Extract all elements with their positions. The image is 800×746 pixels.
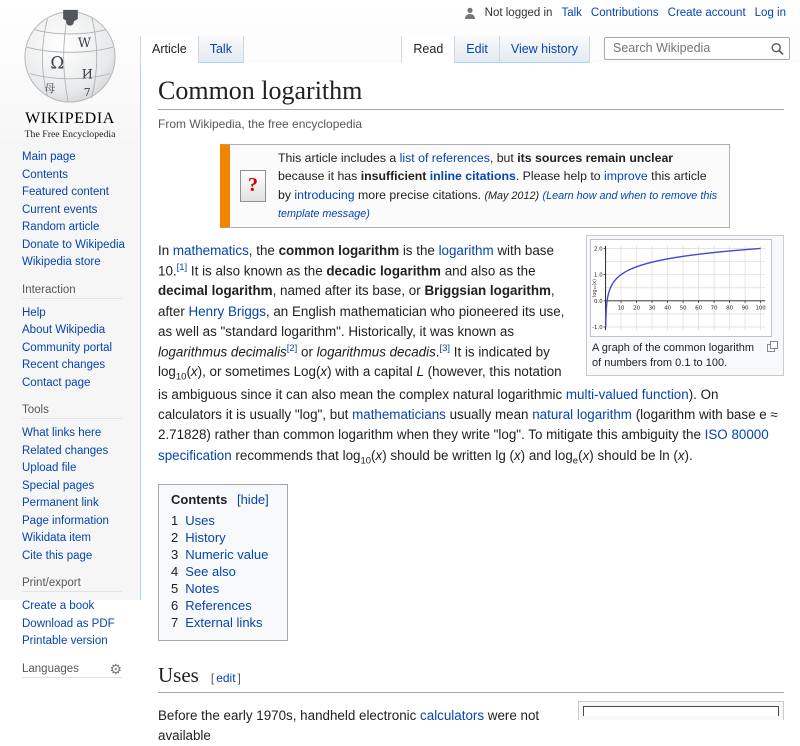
tab-article[interactable]: Article (140, 36, 199, 63)
toc-item (171, 614, 269, 631)
svg-text:40: 40 (664, 305, 672, 312)
text-span: x (190, 364, 198, 380)
sidebar-item (22, 547, 140, 565)
tab-read[interactable]: Read (401, 36, 455, 63)
tab-view-history[interactable]: View history (500, 36, 590, 63)
inline-link[interactable]: logarithm (438, 242, 494, 258)
sidebar-link-upload-file[interactable]: Upload file (22, 462, 77, 474)
text-span: x (677, 447, 685, 463)
sidebar-item (22, 253, 140, 271)
text-span: logarithmus decimalis (158, 344, 287, 360)
log-graph-image (590, 239, 772, 337)
toc-title-row (171, 492, 269, 507)
sidebar-link-wikidata-item[interactable]: Wikidata item (22, 532, 92, 544)
sidebar-link-special-pages[interactable]: Special pages (22, 479, 95, 492)
tab-edit[interactable]: Edit (455, 36, 500, 63)
namespace-tabs (140, 36, 244, 63)
sidebar-link-related-changes[interactable]: Related changes (22, 444, 109, 457)
sidebar-item (22, 512, 140, 530)
toc-number: 7 (171, 614, 179, 630)
graph-thumbnail[interactable] (586, 235, 784, 377)
tab-bar (140, 36, 800, 63)
uses-thumbnail-cutoff (578, 701, 784, 720)
text-span: Briggsian logarithm (424, 283, 551, 299)
sidebar-item (22, 148, 140, 166)
sidebar-link-download-as-pdf[interactable]: Download as PDF (22, 617, 115, 630)
sidebar-item (22, 166, 140, 184)
personal-link-log-in[interactable]: Log in (754, 7, 786, 19)
svg-text:60: 60 (695, 305, 703, 312)
text-span: logarithmus decadis (316, 344, 436, 360)
svg-text:20: 20 (633, 305, 640, 312)
ambox-refimprove (220, 144, 730, 228)
inline-link[interactable]: natural logarithm (532, 407, 632, 423)
portal-heading: Interaction (22, 283, 76, 296)
toc-item (171, 563, 269, 580)
toc-link-see-also[interactable]: See also (185, 563, 236, 579)
ambox-text: This article includes a list of references, but its sources remain unclear because it has insufficient inline citations. Please help to improve this article by introducing more precise citations. (May 2012) (Learn how and when to remove this template message) (278, 151, 718, 221)
sidebar-item (22, 201, 140, 219)
sidebar-item (22, 477, 140, 495)
inline-link[interactable]: improve (604, 169, 648, 184)
text-span: insufficient (360, 169, 430, 184)
sidebar-link-page-information[interactable]: Page information (22, 514, 109, 527)
toc-hide-link[interactable]: [hide] (236, 491, 269, 507)
toc-link-references[interactable]: References (185, 597, 252, 613)
table-of-contents (158, 484, 288, 641)
sidebar-link-printable-version[interactable]: Printable version (22, 635, 108, 647)
sidebar-item (22, 374, 140, 392)
toc-link-numeric-value[interactable]: Numeric value (185, 546, 269, 562)
sidebar-link-about-wikipedia[interactable]: About Wikipedia (22, 324, 106, 336)
personal-link-create-account[interactable]: Create account (667, 7, 746, 19)
svg-text:log₁₀(x): log₁₀(x) (591, 278, 598, 297)
toc-item (171, 546, 269, 563)
toc-link-notes[interactable]: Notes (185, 580, 220, 596)
sidebar-link-wikipedia-store[interactable]: Wikipedia store (22, 256, 101, 268)
svg-text:2.0: 2.0 (594, 246, 603, 253)
inline-link[interactable]: [2] (286, 342, 298, 354)
toc-item (171, 529, 269, 546)
page-title: Common logarithm (158, 76, 784, 110)
text-span: x (582, 447, 590, 463)
sidebar-link-contact-page[interactable]: Contact page (22, 376, 91, 389)
sidebar-link-permanent-link[interactable]: Permanent link (22, 497, 99, 509)
toc-item (171, 597, 269, 614)
enlarge-icon[interactable] (767, 341, 778, 357)
text-span: (May 2012) (484, 189, 540, 202)
inline-link[interactable]: multi-valued function (565, 387, 689, 403)
tab-talk[interactable]: Talk (199, 36, 244, 63)
search-box (604, 37, 790, 60)
toc-number: 5 (171, 580, 179, 596)
question-mark-icon (240, 170, 266, 202)
languages-settings-gear-icon[interactable]: ⚙ (109, 660, 122, 677)
text-span: e (572, 455, 579, 467)
sidebar-portal-interaction (22, 284, 140, 392)
header (140, 0, 800, 64)
view-tabs-and-search (401, 36, 790, 63)
text-span: 10 (360, 455, 372, 467)
svg-text:70: 70 (710, 305, 718, 312)
edit-bracket-close: ] (237, 670, 241, 685)
personal-link-talk[interactable]: Talk (561, 7, 582, 19)
sidebar-link-featured-content[interactable]: Featured content (22, 186, 109, 198)
sidebar-portal-main (22, 148, 140, 271)
sidebar-item (22, 442, 140, 460)
svg-text:50: 50 (679, 305, 687, 312)
sidebar-link-main-page[interactable]: Main page (22, 151, 76, 163)
logo-wordmark: WIKIPEDIA (25, 110, 115, 127)
section-title-uses: Uses (158, 662, 199, 687)
sidebar-item (22, 459, 140, 477)
svg-text:0.0: 0.0 (594, 298, 603, 305)
sidebar-item (22, 321, 140, 339)
inline-link[interactable]: calculators (420, 707, 485, 723)
toc-item (171, 512, 269, 529)
sidebar-item (22, 615, 140, 633)
sidebar-portal-languages (22, 660, 140, 678)
sidebar-item (22, 424, 140, 442)
user-icon (464, 7, 476, 19)
toc-link-history[interactable]: History (185, 529, 226, 545)
inline-link[interactable]: (Learn how and when to remove this template message) (278, 189, 718, 221)
inline-link[interactable]: [3] (439, 342, 451, 354)
svg-text:30: 30 (648, 305, 656, 312)
toc-link-uses[interactable]: Uses (185, 512, 215, 528)
toc-number: 3 (171, 546, 179, 562)
toc-number: 4 (171, 563, 179, 579)
portal-heading: Languages (22, 662, 79, 675)
search-input[interactable] (604, 37, 790, 60)
personal-links (561, 7, 786, 19)
edit-section-link[interactable]: edit (216, 670, 236, 685)
sidebar-item (22, 304, 140, 322)
svg-text:-1.0: -1.0 (592, 324, 603, 331)
sidebar-link-recent-changes[interactable]: Recent changes (22, 359, 106, 371)
portal-heading: Print/export (22, 577, 81, 589)
thumbnail-caption-row (590, 337, 780, 373)
edit-bracket-open: [ (210, 670, 215, 685)
inline-link[interactable]: Henry Briggs (188, 303, 266, 319)
sidebar-portal-print-export (22, 577, 140, 650)
sidebar-link-cite-this-page[interactable]: Cite this page (22, 549, 93, 562)
sidebar (0, 0, 140, 677)
sidebar-item (22, 356, 140, 374)
toc-item (171, 580, 269, 597)
thumbnail-caption: A graph of the common logarithm of numbers from 0.1 to 100. (592, 341, 755, 369)
svg-text:И: И (81, 67, 93, 83)
question-glyph: ? (248, 174, 258, 197)
sidebar-link-community-portal[interactable]: Community portal (22, 341, 113, 354)
svg-text:Ω: Ω (50, 53, 65, 73)
svg-text:10: 10 (617, 305, 625, 312)
sidebar-link-current-events[interactable]: Current events (22, 203, 98, 216)
personal-link-contributions[interactable]: Contributions (590, 7, 659, 19)
text-span: x (513, 447, 521, 463)
sidebar-link-contents[interactable]: Contents (22, 168, 69, 181)
sidebar-portal-tools (22, 404, 140, 564)
portal-heading: Tools (22, 404, 49, 416)
text-span: decadic logarithm (326, 263, 441, 279)
text-span: decimal logarithm (158, 283, 273, 299)
site-subtitle: From Wikipedia, the free encyclopedia (158, 117, 363, 131)
sidebar-item (22, 494, 140, 512)
inline-link[interactable]: inline citations (429, 169, 516, 184)
personal-bar (464, 7, 786, 19)
text-span: x (375, 447, 383, 463)
sidebar-link-create-a-book[interactable]: Create a book (22, 600, 95, 612)
sidebar-link-help[interactable]: Help (22, 306, 46, 319)
text-span: its sources remain unclear (517, 151, 674, 165)
svg-text:90: 90 (741, 305, 749, 312)
logo-tagline: The Free Encyclopedia (24, 129, 116, 140)
svg-text:1.0: 1.0 (594, 272, 603, 279)
sidebar-item (22, 183, 140, 201)
sidebar-item (22, 218, 140, 236)
wikipedia-globe-icon (21, 6, 119, 104)
inline-link[interactable]: ISO 80000 specification (158, 427, 769, 463)
text-span: x (320, 364, 328, 380)
view-tabs (401, 36, 590, 63)
toc-number: 6 (171, 597, 179, 613)
toc-title: Contents (171, 491, 228, 507)
sidebar-nav (0, 140, 140, 678)
inline-link[interactable]: [1] (176, 261, 188, 273)
inline-link[interactable]: introducing (294, 187, 355, 202)
sidebar-item (22, 632, 140, 650)
text-span: common logarithm (278, 242, 400, 258)
toc-list (171, 512, 269, 631)
sidebar-link-random-article[interactable]: Random article (22, 221, 100, 233)
sidebar-item (22, 236, 140, 254)
svg-text:母: 母 (44, 82, 56, 96)
lead-paragraph: In mathematics, the common logarithm is the logarithm with base 10.[1] It is also known as the decadic logarithm and also as the decimal logarithm, named after its base, or Briggsian logarithm, after Henry Briggs, an English mathematician who pioneered its use, as well as "standard logarithm". Historically, it was known as logarithmus decimalis[2] or logarithmus decadis.[3] It is indicated by $\log_{10}(x)$, or sometimes Log(x) with a capital L (however, this notation is ambiguous since it can also mean the complex natural logarithmic multi-valued function). On calculators it is usually "log", but mathematicians usually mean natural logarithm (logarithm with base e ≈ 2.71828) rather than common logarithm when they write "log". To mitigate this ambiguity the ISO 80000 specification recommends that $\log_{10}(x)$ should be written lg (x) and $\log_e(x)$ should be ln (x). (158, 242, 778, 467)
article-content (140, 63, 800, 743)
uses-paragraph: Before the early 1970s, handheld electronic calculators were not available (158, 707, 540, 743)
sidebar-item (22, 529, 140, 547)
toc-number: 2 (171, 529, 179, 545)
toc-number: 1 (171, 512, 179, 528)
wikipedia-logo[interactable] (0, 0, 140, 140)
inline-link[interactable]: mathematicians (352, 407, 446, 423)
not-logged-in-status[interactable]: Not logged in (484, 7, 553, 19)
inline-link[interactable]: list of references (399, 151, 490, 165)
text-span: L (416, 364, 424, 380)
text-span: 10 (175, 372, 187, 384)
sidebar-item (22, 597, 140, 615)
inline-link[interactable]: mathematics (172, 242, 249, 258)
svg-text:100: 100 (755, 305, 766, 312)
sidebar-link-donate-to-wikipedia[interactable]: Donate to Wikipedia (22, 238, 125, 251)
svg-text:W: W (77, 36, 91, 52)
toc-link-external-links[interactable]: External links (185, 614, 263, 630)
svg-text:7: 7 (83, 86, 91, 100)
svg-text:80: 80 (726, 305, 734, 312)
sidebar-item (22, 339, 140, 357)
section-heading-uses (158, 663, 784, 693)
sidebar-link-what-links-here[interactable]: What links here (22, 427, 102, 439)
search-icon[interactable] (771, 42, 784, 55)
